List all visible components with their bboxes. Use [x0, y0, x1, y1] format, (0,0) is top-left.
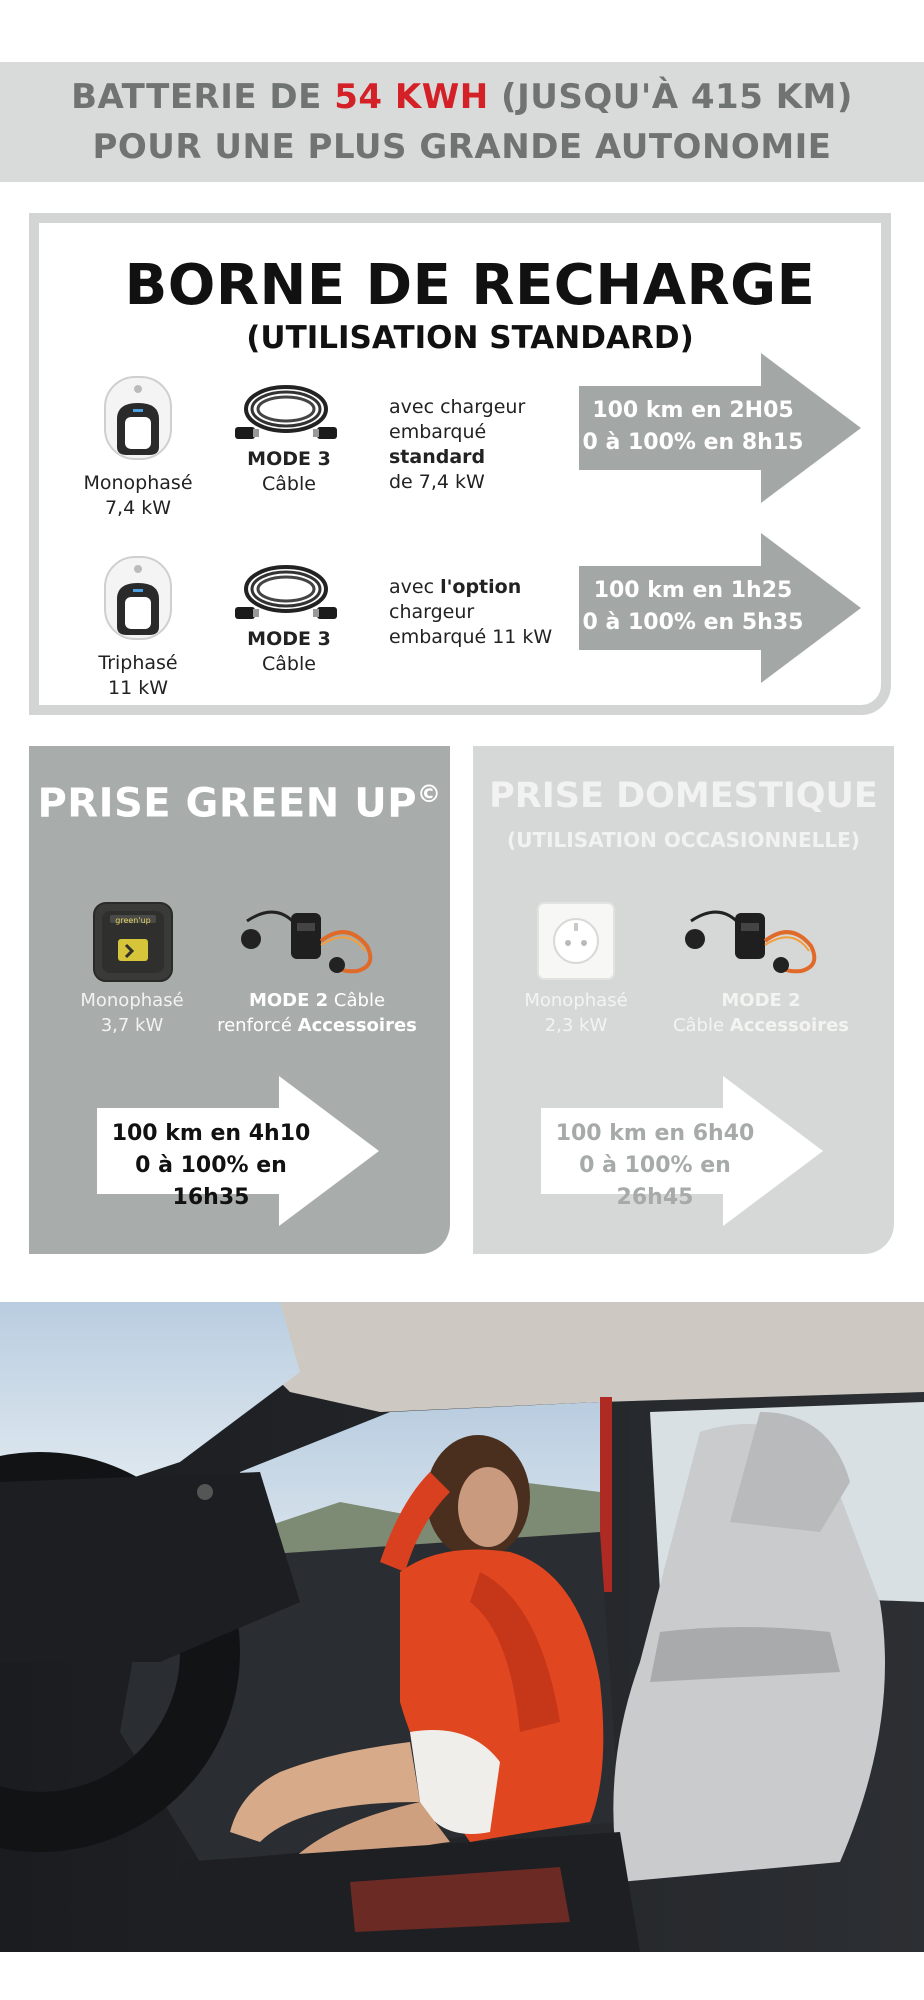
mode3-cable-icon — [231, 559, 341, 629]
borne-title: BORNE DE RECHARGE — [124, 253, 816, 318]
domestique-subtitle: (UTILISATION OCCASIONNELLE) — [507, 828, 860, 852]
mode2-cable-icon — [681, 901, 831, 981]
mode-label: MODE 2 — [721, 990, 801, 1011]
green-up-title — [29, 780, 450, 826]
cable-text: renforcé — [217, 1015, 298, 1036]
charger-type: standard — [389, 446, 486, 468]
result-full: 0 à 100% en 5h35 — [582, 610, 804, 635]
mode-label: MODE 3 — [247, 628, 331, 650]
accessories-label: Accessoires — [729, 1015, 850, 1036]
charger-description — [389, 395, 549, 495]
result-100km: 100 km en 2H05 — [592, 398, 794, 423]
result-arrow — [579, 533, 861, 683]
charger-description — [389, 575, 559, 650]
charger-text-line: embarqué — [389, 421, 487, 443]
result-full: 0 à 100% en 8h15 — [582, 430, 804, 455]
mode-label: MODE 3 — [247, 448, 331, 470]
charger-text-line: avec chargeur — [389, 396, 526, 418]
domestique-panel — [473, 746, 894, 1254]
result-arrow — [97, 1076, 379, 1226]
result-text — [97, 1118, 325, 1214]
mode2-cable-icon — [237, 901, 387, 981]
domestique-cable-label — [651, 988, 871, 1038]
accessories-label: Accessoires — [297, 1015, 417, 1036]
wallbox-label — [73, 651, 203, 701]
header-banner — [0, 62, 924, 182]
result-arrow — [579, 353, 861, 503]
wallbox-label — [73, 471, 203, 521]
power-label: 7,4 kW — [104, 497, 172, 519]
battery-capacity: 54 KWH — [334, 77, 489, 117]
phase-label: Triphasé — [98, 652, 178, 674]
cable-text: Câble — [262, 653, 316, 675]
borne-row-2 — [39, 533, 881, 703]
phase-label: Monophasé — [83, 472, 193, 494]
phase-label: Monophasé — [80, 990, 184, 1011]
borne-subtitle: (UTILISATION STANDARD) — [246, 320, 694, 356]
cable-text: Câble — [672, 1015, 730, 1036]
charger-text-line: embarqué 11 kW — [389, 626, 553, 648]
domestique-title: PRISE DOMESTIQUE — [489, 776, 878, 816]
cable-label — [229, 627, 349, 677]
result-arrow — [541, 1076, 823, 1226]
wall-socket-icon — [536, 901, 616, 981]
charger-text-line: avec — [389, 576, 441, 598]
banner-line-2: POUR UNE PLUS GRANDE AUTONOMIE — [92, 127, 832, 167]
result-full: 0 à 100% en 26h45 — [579, 1153, 731, 1210]
result-full: 0 à 100% en 16h35 — [135, 1153, 287, 1210]
result-text — [579, 575, 807, 639]
green-up-panel — [29, 746, 450, 1254]
copyright-mark: © — [417, 780, 442, 808]
power-label: 3,7 kW — [100, 1015, 164, 1036]
result-100km: 100 km en 4h10 — [111, 1121, 311, 1146]
banner-range: (JUSQU'À 415 KM) — [488, 77, 853, 117]
cable-text: Câble — [262, 473, 316, 495]
wallbox-icon — [103, 375, 173, 461]
banner-text: BATTERIE DE — [71, 77, 335, 117]
mode-label: MODE 2 — [248, 990, 329, 1011]
borne-row-1 — [39, 353, 881, 523]
green-up-cable-label — [207, 988, 427, 1038]
cable-label — [229, 447, 349, 497]
wallbox-icon — [103, 555, 173, 641]
result-100km: 100 km en 1h25 — [593, 578, 793, 603]
charger-option: l'option — [440, 576, 522, 598]
mode3-cable-icon — [231, 379, 341, 449]
result-text — [579, 395, 807, 459]
green-up-title-text: PRISE GREEN UP — [37, 780, 418, 827]
domestique-power-label — [501, 988, 651, 1038]
car-interior-photo — [0, 1302, 924, 1952]
power-label: 2,3 kW — [544, 1015, 608, 1036]
banner-line-1 — [71, 72, 853, 122]
charger-text-line: chargeur — [389, 601, 475, 623]
green-up-socket-icon — [92, 901, 174, 983]
result-100km: 100 km en 6h40 — [555, 1121, 755, 1146]
power-label: 11 kW — [107, 677, 168, 699]
socket-brand: green'up — [115, 916, 151, 925]
charger-text-line: de 7,4 kW — [389, 471, 485, 493]
borne-card — [29, 213, 891, 715]
green-up-power-label — [57, 988, 207, 1038]
result-text — [541, 1118, 769, 1214]
phase-label: Monophasé — [524, 990, 628, 1011]
cable-text: Câble — [328, 990, 386, 1011]
